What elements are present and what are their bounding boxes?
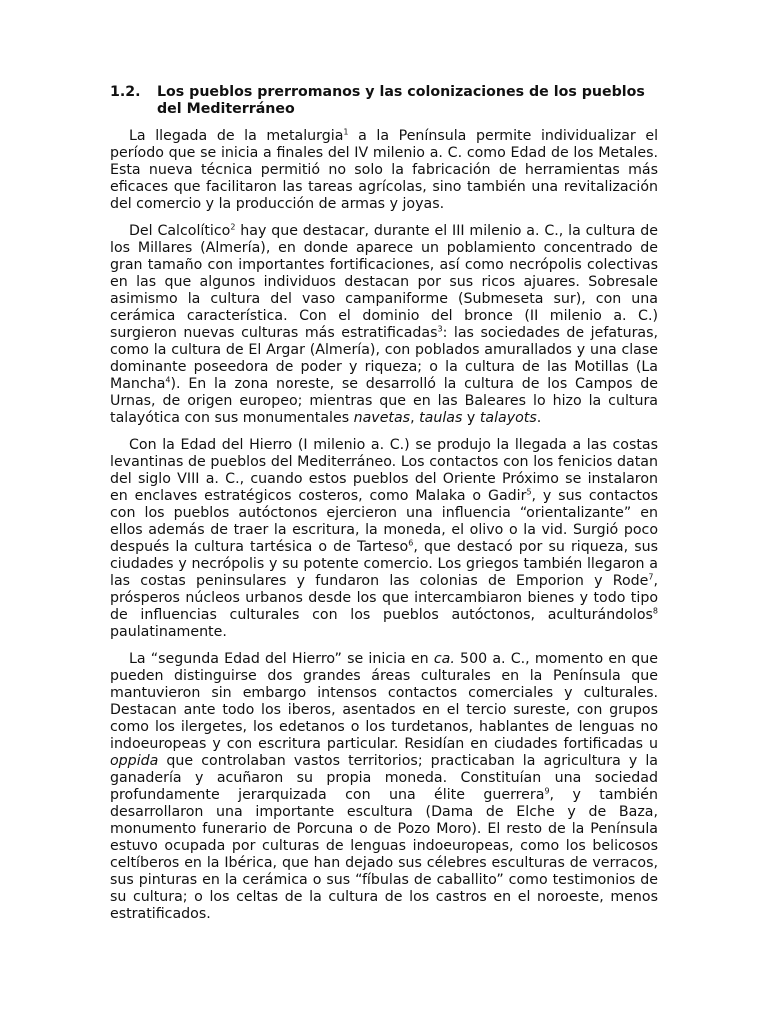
paragraph bbox=[110, 651, 658, 923]
body-text bbox=[110, 128, 658, 923]
text-run: ). En la zona noreste, se desarrolló la cultura de los Campos de Urnas, de origen europeo; mientras que en las Baleares lo hizo la cultura talayótica con sus monumentales bbox=[110, 376, 658, 426]
text-run: Con la Edad del Hierro (I milenio a. C.) se produjo la llegada a las costas levantinas de pueblos del Mediterráneo. Los contactos con los fenicios datan del siglo VIII a. C., cuando estos pueblos del Oriente Próximo se instalaron en enclaves estratégicos costeros, como Malaka o Gadir bbox=[110, 437, 658, 504]
text-run: Del Calcolítico bbox=[129, 223, 231, 239]
text-run: , y también desarrollaron una importante escultura (Dama de Elche y de Baza, monumento funerario de Porcuna o de Pozo Moro). El resto de la Península estuvo ocupada por culturas de lenguas indoeuropeas, como los belicosos celtíberos en la Ibérica, que han dejado sus célebres esculturas de verracos, sus pinturas en la cerámica o sus “fíbulas de caballito” como testimonios de su cultura; o los celtas de la cultura de los castros en el noroeste, menos estratificados. bbox=[110, 787, 659, 922]
footnote-ref: 1 bbox=[343, 127, 349, 137]
footnote-ref: 2 bbox=[230, 222, 236, 232]
text-run: : las sociedades de jefaturas, como la cultura de El Argar (Almería), con poblados amurallados y una clase dominante poseedora de poder y riqueza; o la cultura de las Motillas (La Mancha bbox=[110, 325, 658, 392]
text-run: a la Península permite individualizar el período que se inicia a finales del IV milenio a. C. como Edad de los Metales. Esta nueva técnica permitió no solo la fabricación de herramientas más eficaces que facilitaron las tareas agrícolas, sino también una revitalización del comercio y la producción de armas y joyas. bbox=[110, 128, 659, 212]
paragraph bbox=[110, 437, 658, 641]
footnote-ref: 6 bbox=[408, 538, 414, 548]
footnote-ref: 5 bbox=[526, 487, 532, 497]
text-run: . bbox=[536, 410, 542, 426]
text-run: 500 a. C., momento en que pueden distinguirse dos grandes áreas culturales en la Península que mantuvieron sin embargo intensos contactos comerciales y culturales. Destacan ante todo los iberos, asentados en el tercio sureste, con grupos como los ilergetes, los edetanos o los turdetanos, hablantes de lenguas no indoeuropeas y con escritura particular. Residían en ciudades fortificadas u bbox=[110, 651, 658, 752]
footnote-ref: 9 bbox=[544, 786, 550, 796]
text-run: La “segunda Edad del Hierro” se inicia en bbox=[129, 651, 434, 667]
paragraph bbox=[110, 128, 658, 213]
footnote-ref: 8 bbox=[652, 606, 658, 616]
footnote-ref: 7 bbox=[648, 572, 654, 582]
paragraph bbox=[110, 223, 658, 427]
text-run: , bbox=[410, 410, 420, 426]
footnote-ref: 4 bbox=[165, 375, 171, 385]
section-number: 1.2. bbox=[110, 84, 141, 100]
italic-term: ca. bbox=[433, 651, 455, 667]
text-run: paulatinamente. bbox=[110, 624, 227, 640]
italic-term: taulas bbox=[419, 410, 463, 426]
text-run: , que destacó por su riqueza, sus ciudades y necrópolis y su potente comercio. Los griegos también llegaron a las costas peninsulares y fundaron las colonias de Emporion y Rode bbox=[110, 539, 658, 589]
italic-term: oppida bbox=[110, 753, 159, 769]
text-run: La llegada de la metalurgia bbox=[129, 128, 344, 144]
italic-term: navetas bbox=[353, 410, 411, 426]
text-run: y bbox=[462, 410, 480, 426]
section-title: Los pueblos prerromanos y las colonizaciones de los pueblos del Mediterráneo bbox=[157, 84, 645, 117]
text-run: , y sus contactos con los pueblos autóctonos ejercieron una influencia “orientalizante” en ellos además de traer la escritura, la moneda, el olivo o la vid. Surgió poco después la cultura tartésica o de Tarteso bbox=[110, 488, 658, 555]
text-run: hay que destacar, durante el III milenio a. C., la cultura de los Millares (Almería), en donde aparece un poblamiento concentrado de gran tamaño con importantes fortificaciones, así como necrópolis colectivas en las que algunos individuos destacan por sus ricos ajuares. Sobresale asimismo la cultura del vaso campaniforme (Submeseta sur), con una cerámica característica. Con el dominio del bronce (II milenio a. C.) surgieron nuevas culturas más estratificadas bbox=[110, 223, 658, 341]
footnote-ref: 3 bbox=[437, 324, 443, 334]
italic-term: talayots bbox=[479, 410, 537, 426]
text-run: , prósperos núcleos urbanos desde los que intercambiaron bienes y todo tipo de influencias culturales con los pueblos autóctonos, aculturándolos bbox=[110, 573, 658, 623]
text-run: que controlaban vastos territorios; practicaban la agricultura y la ganadería y acuñaron su propia moneda. Constituían una sociedad profundamente jerarquizada con una élite guerrera bbox=[110, 753, 658, 803]
section-heading bbox=[110, 84, 658, 118]
